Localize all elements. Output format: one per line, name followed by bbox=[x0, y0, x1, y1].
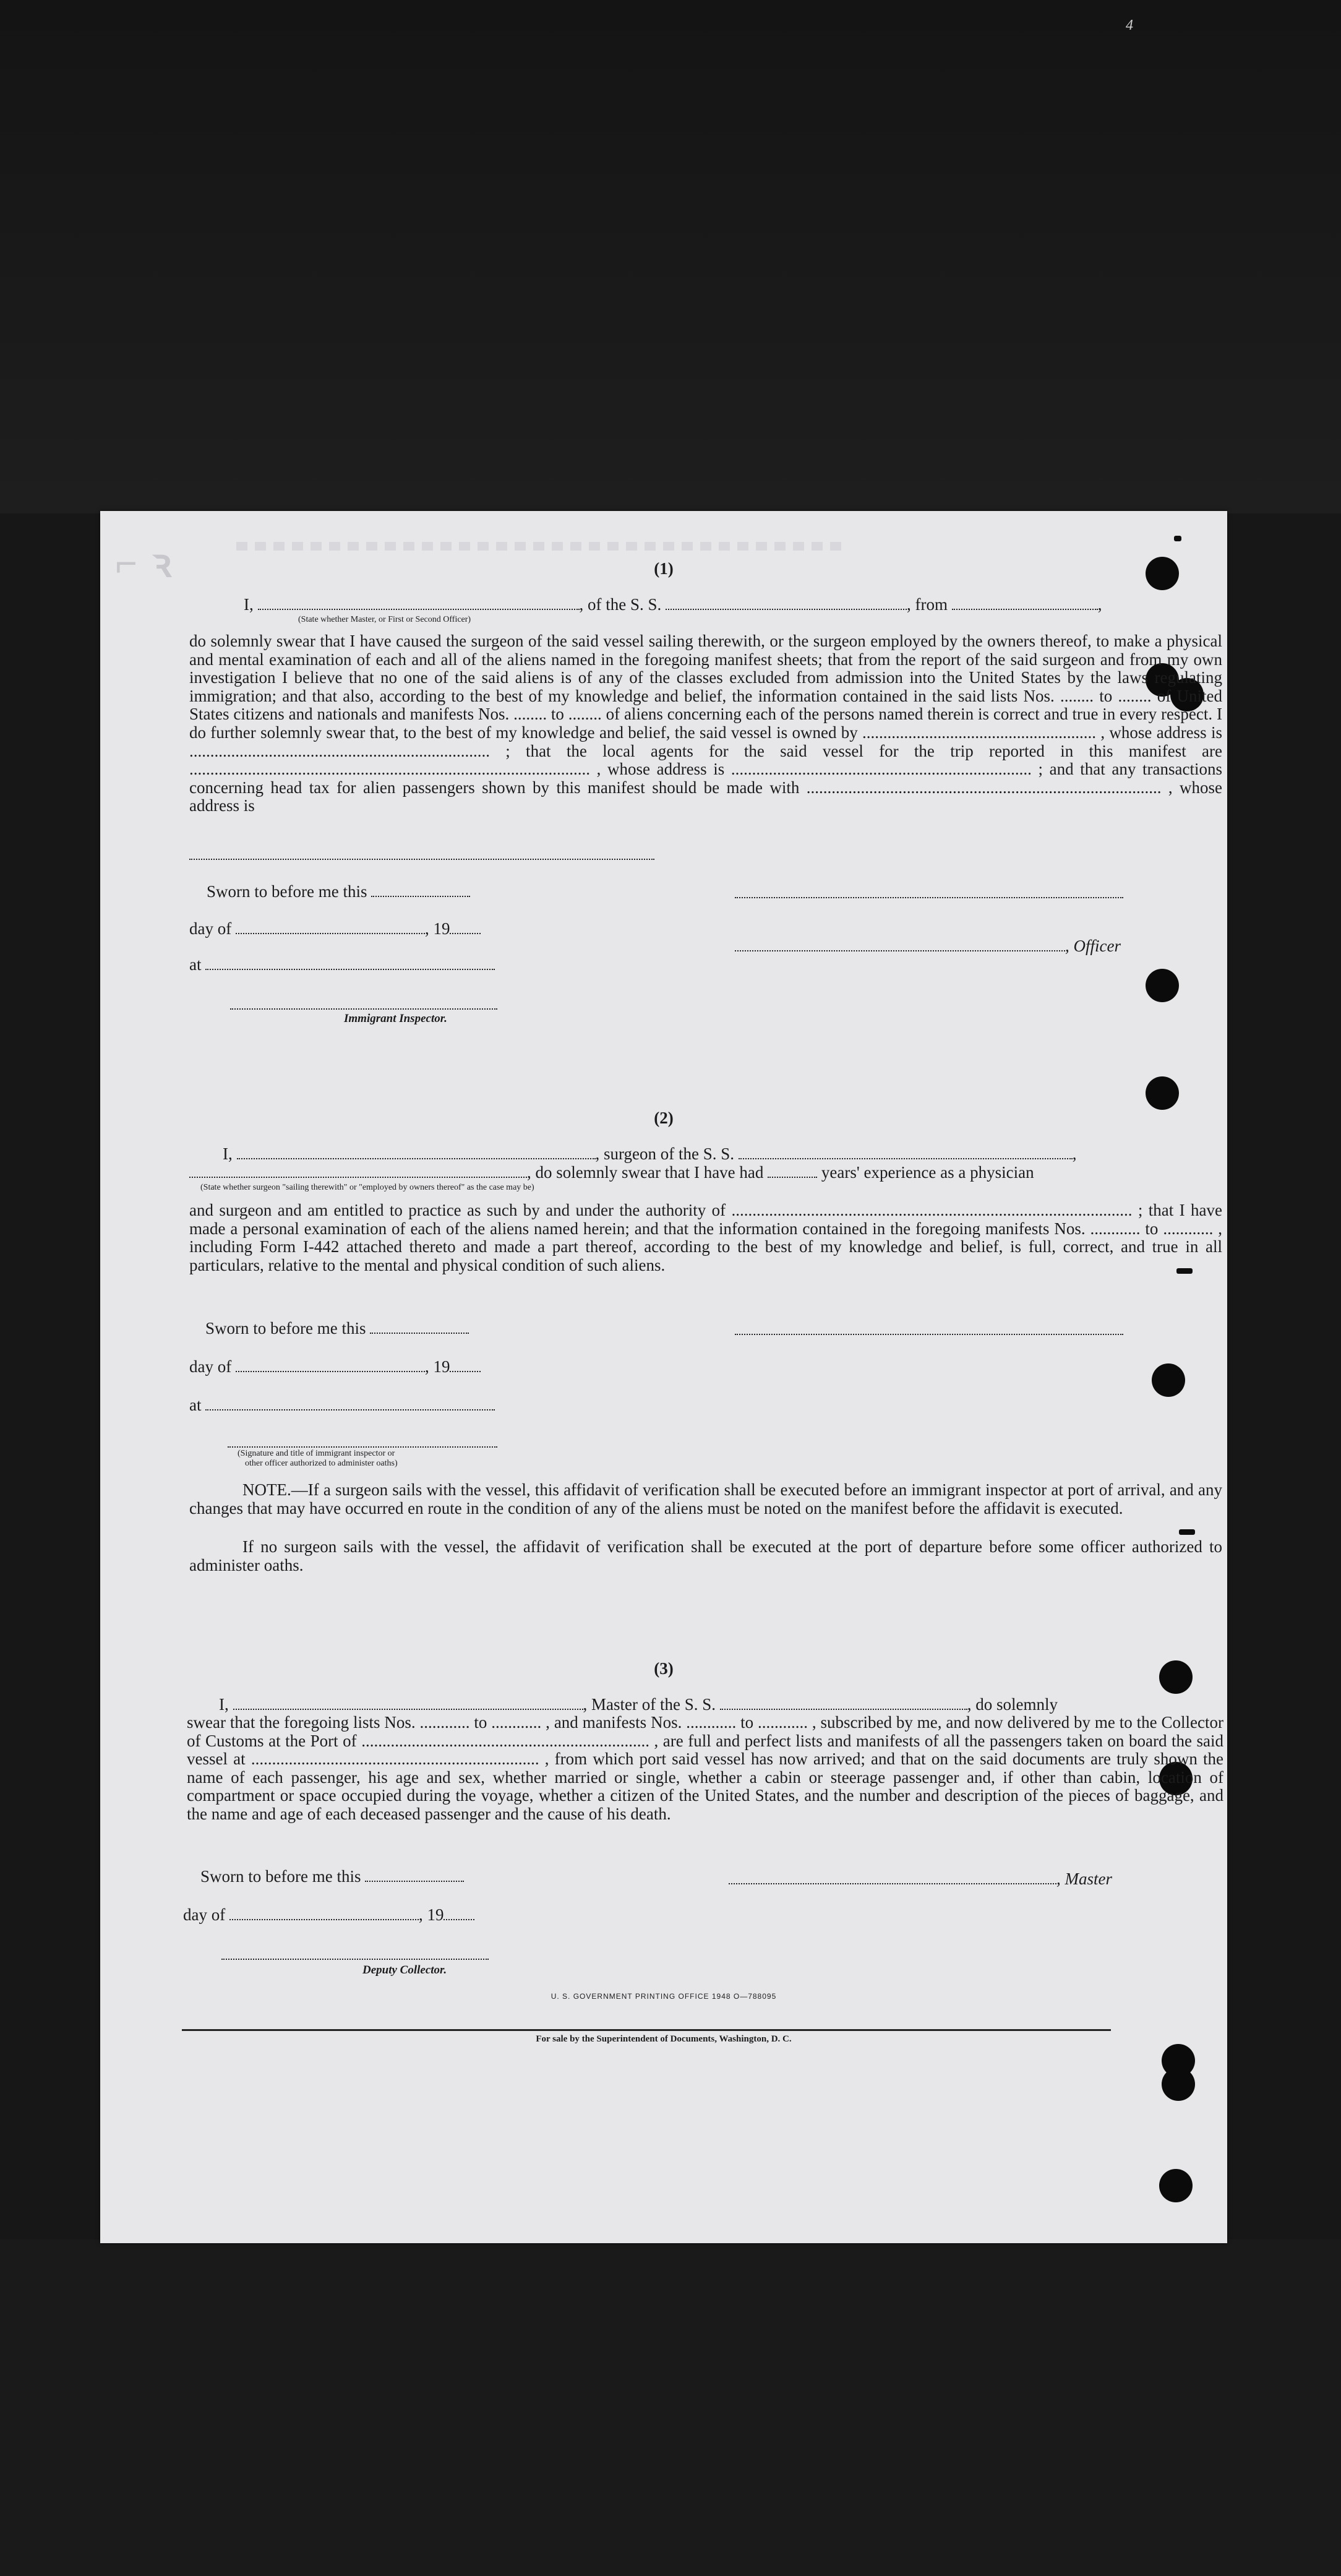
signature-note-line-1: (Signature and title of immigrant inspector or bbox=[238, 1449, 395, 1458]
sworn-day-blank[interactable] bbox=[371, 892, 470, 897]
month-blank[interactable] bbox=[236, 1367, 425, 1372]
do-solemnly-label: , do solemnly bbox=[967, 1695, 1058, 1714]
edge-mark bbox=[1179, 1529, 1195, 1535]
surgeon-of-ss-label: , surgeon of the S. S. bbox=[595, 1144, 735, 1163]
inspector-signature-line[interactable] bbox=[230, 1008, 497, 1010]
from-label: , from bbox=[907, 595, 948, 614]
inspector-signature-line[interactable] bbox=[228, 1446, 497, 1448]
month-blank[interactable] bbox=[236, 929, 425, 934]
at-label: at bbox=[189, 1396, 202, 1414]
year-blank[interactable] bbox=[443, 1915, 474, 1920]
of-ss-label: , of the S. S. bbox=[579, 595, 662, 614]
punch-hole bbox=[1162, 2067, 1195, 2101]
sworn-label: Sworn to before me this bbox=[205, 1319, 366, 1337]
year-blank[interactable] bbox=[450, 1367, 481, 1372]
month-blank[interactable] bbox=[229, 1915, 419, 1920]
bleed-through-header bbox=[236, 542, 842, 551]
day-of-label: day of bbox=[189, 919, 232, 938]
corner-mark: 4 bbox=[1126, 17, 1133, 33]
punch-hole bbox=[1146, 1076, 1179, 1110]
officer-title-blank[interactable] bbox=[735, 947, 1065, 951]
edge-mark bbox=[1174, 536, 1181, 541]
section-1-number: (1) bbox=[654, 559, 674, 578]
master-signature-blank[interactable] bbox=[729, 1879, 1056, 1884]
section-2-body: and surgeon and am entitled to practice as such by and under the authority of ................................................................................................ ; that I have made a personal examination of each of the aliens named herein; and that the information contained in the foregoing manifests Nos. ............ to ............ , including Form I-442 attached thereto and made a part thereof, according to the best of my knowledge and belief, is full, correct, and true in all particulars, relative to the mental and physical condition of such aliens. bbox=[189, 1201, 1222, 1274]
sworn-day-blank[interactable] bbox=[365, 1877, 464, 1882]
from-port-blank[interactable] bbox=[952, 605, 1098, 610]
vessel-name-blank[interactable] bbox=[720, 1705, 967, 1710]
officer-rank-note: (State whether Master, or First or Second Officer) bbox=[298, 615, 471, 624]
surgeon-name-blank[interactable] bbox=[237, 1154, 596, 1159]
officer-label: , Officer bbox=[1065, 937, 1121, 955]
years-label: years' experience as a physician bbox=[821, 1163, 1034, 1182]
day-of-line-1 bbox=[189, 919, 481, 938]
year-label: , 19 bbox=[424, 1357, 450, 1376]
section-2-number: (2) bbox=[654, 1109, 674, 1127]
year-blank[interactable] bbox=[450, 929, 481, 934]
officer-name-blank[interactable] bbox=[258, 605, 580, 610]
punch-hole bbox=[1146, 969, 1179, 1002]
sworn-line-3 bbox=[200, 1867, 464, 1886]
day-of-label: day of bbox=[183, 1905, 226, 1924]
address-blank[interactable] bbox=[189, 859, 654, 860]
sworn-label: Sworn to before me this bbox=[207, 882, 367, 901]
day-of-label: day of bbox=[189, 1357, 232, 1376]
bleed-through-mark: ⌐ ꝛ bbox=[115, 541, 174, 585]
i-label: I, bbox=[219, 1695, 229, 1714]
section-1-first-line: I, , of the S. S. , from , bbox=[244, 595, 1102, 614]
sworn-line-1 bbox=[207, 882, 470, 901]
signature-note-line-2: other officer authorized to administer oaths) bbox=[245, 1459, 398, 1468]
immigrant-inspector-caption: Immigrant Inspector. bbox=[344, 1012, 447, 1025]
day-of-line-2 bbox=[189, 1357, 481, 1376]
at-place-blank[interactable] bbox=[205, 965, 495, 970]
officer-signature-line[interactable] bbox=[735, 897, 1123, 898]
i-label: I, bbox=[223, 1144, 233, 1163]
day-of-line-3 bbox=[183, 1905, 474, 1925]
scan-background-bottom bbox=[0, 2239, 1341, 2576]
gpo-imprint: U. S. GOVERNMENT PRINTING OFFICE 1948 O—788095 bbox=[551, 1992, 777, 2001]
deputy-collector-caption: Deputy Collector. bbox=[362, 1964, 447, 1977]
at-label: at bbox=[189, 955, 202, 974]
year-label: , 19 bbox=[418, 1905, 444, 1924]
surgeon-signature-line[interactable] bbox=[735, 1334, 1123, 1335]
vessel-name-blank[interactable] bbox=[739, 1154, 1073, 1159]
officer-line bbox=[735, 937, 1121, 956]
year-label: , 19 bbox=[424, 919, 450, 938]
manifest-affidavit-page bbox=[100, 511, 1227, 2243]
master-of-ss-label: , Master of the S. S. bbox=[583, 1695, 716, 1714]
years-blank[interactable] bbox=[768, 1173, 817, 1178]
section-2-first-line: I, , surgeon of the S. S. , bbox=[223, 1144, 1077, 1163]
at-place-blank[interactable] bbox=[205, 1406, 495, 1410]
section-3-body: swear that the foregoing lists Nos. ............ to ............ , and manifests Nos. ............ to ............ , subscribed by me, and now delivered by me to the Collector of Customs at the Port of ..................................................................... , are full and perfect lists and manifests of all the passengers taken on board the said vessel at ..................................................................... , from which port said vessel has now arrived; and that on the said documents are truly shown the name of each passenger, his age and sex, whether married or single, whether a cabin or steerage passenger and, if other than cabin, location of compartment or space occupied during the voyage, whether a citizen of the United States, and the number and description of the pieces of baggage, and the name and age of each deceased passenger and the cause of his death. bbox=[187, 1713, 1223, 1823]
footer-rule bbox=[182, 2029, 1111, 2031]
surgeon-note: NOTE.—If a surgeon sails with the vessel, this affidavit of verification shall be executed before an immigrant inspector at port of arrival, and any changes that may have occurred en route in the condition of any of the aliens must be noted on the manifest before the affidavit is executed. bbox=[189, 1480, 1222, 1518]
at-line-1 bbox=[189, 955, 495, 974]
i-label: I, bbox=[244, 595, 254, 614]
vessel-name-blank[interactable] bbox=[666, 605, 907, 610]
master-label: , Master bbox=[1056, 1870, 1112, 1888]
section-3-first-line bbox=[219, 1695, 1058, 1714]
section-2-second-line bbox=[189, 1163, 1034, 1182]
punch-hole bbox=[1159, 2169, 1193, 2202]
punch-hole bbox=[1152, 1363, 1185, 1397]
sworn-label: Sworn to before me this bbox=[200, 1867, 361, 1886]
section-3-number: (3) bbox=[654, 1659, 674, 1678]
sale-line: For sale by the Superintendent of Documents, Washington, D. C. bbox=[536, 2034, 792, 2044]
scan-background-top bbox=[0, 0, 1341, 513]
deputy-signature-line[interactable] bbox=[221, 1959, 489, 1960]
surgeon-status-blank[interactable] bbox=[189, 1173, 527, 1178]
master-line bbox=[729, 1870, 1112, 1889]
swear-label: , do solemnly swear that I have had bbox=[527, 1163, 764, 1182]
surgeon-status-note: (State whether surgeon "sailing therewith" or "employed by owners thereof" as the case may be) bbox=[200, 1183, 534, 1192]
no-surgeon-note: If no surgeon sails with the vessel, the affidavit of verification shall be executed at the port of departure before some officer authorized to administer oaths. bbox=[189, 1537, 1222, 1574]
section-1-body: do solemnly swear that I have caused the surgeon of the said vessel sailing therewith, or the surgeon employed by the owners thereof, to make a physical and mental examination of each and all of the aliens named in the foregoing manifest sheets; that from the report of the said surgeon and from my own investigation I believe that no one of the said aliens is of any of the classes excluded from admission into the United States by the laws regulating immigration; and that also, according to the best of my knowledge and belief, the information contained in the said lists Nos. ........ to ........ of United States citizens and nationals and manifests Nos. ........ to ........ of aliens concerning each of the persons named therein is correct and true in every respect. I do further solemnly swear that, to the best of my knowledge and belief, the said vessel is owned by ........................................................ , whose address is ........................................................................ ; that the local agents for the said vessel for the trip reported in this manifest are ................................................................................................ , whose address is ........................................................................ ; and that any transactions concerning head tax for alien passengers shown by this manifest should be made with ..................................................................................... , whose address is bbox=[189, 632, 1222, 815]
sworn-line-2 bbox=[205, 1319, 469, 1338]
sworn-day-blank[interactable] bbox=[370, 1329, 469, 1334]
master-name-blank[interactable] bbox=[233, 1705, 583, 1710]
at-line-2 bbox=[189, 1396, 495, 1415]
